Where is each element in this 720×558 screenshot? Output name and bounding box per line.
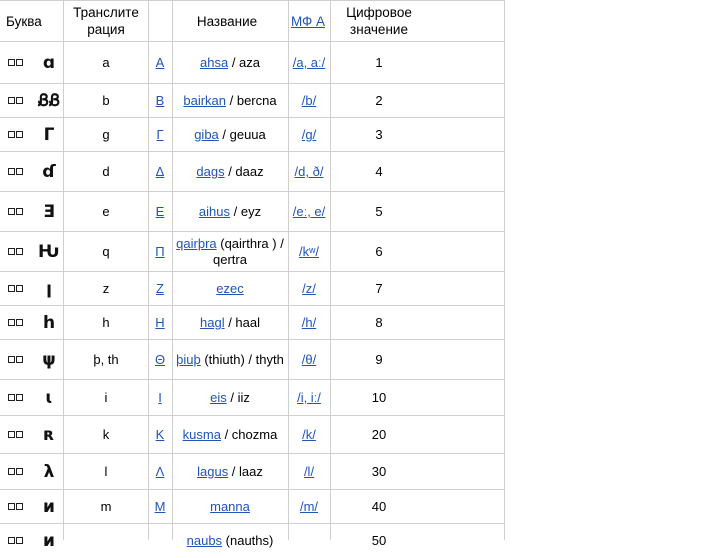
missing-glyph-icon <box>8 248 23 255</box>
numeric-value-cell: 10 <box>371 390 387 405</box>
ipa-link[interactable]: /h/ <box>301 315 317 330</box>
grid-line <box>0 305 505 306</box>
letter-name-variant: / laaz <box>228 464 263 479</box>
gothic-letter-glyph: Г <box>43 125 55 145</box>
grid-line <box>0 0 505 1</box>
grid-line <box>0 339 505 340</box>
letter-name-link[interactable]: þiuþ <box>176 352 201 367</box>
numeric-value-cell: 5 <box>375 204 383 219</box>
ipa-link[interactable]: /m/ <box>299 499 319 514</box>
transliteration-cell <box>64 524 148 558</box>
letter-name-link[interactable]: qairþra <box>176 236 217 251</box>
grid-line <box>0 41 505 42</box>
missing-glyph-icon <box>8 59 23 66</box>
letter-name-link[interactable]: bairkan <box>183 93 227 108</box>
numeric-value-cell: 1 <box>375 55 383 70</box>
letter-name-cell <box>174 118 286 152</box>
ipa-link[interactable]: /g/ <box>301 127 317 142</box>
numeric-value-cell: 6 <box>375 244 383 259</box>
latin-equivalent-link[interactable]: Δ <box>155 164 165 179</box>
grid-line <box>288 0 289 540</box>
grid-line <box>0 151 505 152</box>
transliteration-cell: i <box>104 390 108 405</box>
letter-name-link[interactable]: aihus <box>198 204 230 219</box>
transliteration-cell: a <box>102 55 110 70</box>
ipa-link[interactable] <box>289 524 329 558</box>
numeric-value-cell: 3 <box>375 127 383 142</box>
letter-name-link[interactable]: kusma <box>182 427 221 442</box>
missing-glyph-icon <box>8 285 23 292</box>
numeric-value-cell: 9 <box>375 352 383 367</box>
letter-name-variant: (thiuth) / thyth <box>200 352 284 367</box>
transliteration-cell: k <box>102 427 110 442</box>
letter-name-cell <box>174 232 286 272</box>
ipa-link[interactable]: /i, iː/ <box>297 390 321 405</box>
gothic-letter-glyph: ʀ <box>43 425 55 445</box>
missing-glyph-icon <box>8 394 23 401</box>
ipa-link[interactable]: /b/ <box>301 93 317 108</box>
letter-name-variant: (nauths) <box>222 533 274 548</box>
latin-equivalent-link[interactable]: M <box>154 499 166 514</box>
gothic-letter-glyph: ɗ <box>42 162 56 182</box>
latin-equivalent-link[interactable]: B <box>155 93 165 108</box>
grid-line <box>0 489 505 490</box>
letter-name-cell <box>174 152 286 192</box>
latin-equivalent-link[interactable]: Г <box>156 127 164 142</box>
grid-line <box>0 415 505 416</box>
grid-line <box>0 453 505 454</box>
transliteration-cell: d <box>102 164 110 179</box>
grid-line <box>0 191 505 192</box>
gothic-letter-glyph: ψ <box>42 350 56 370</box>
missing-glyph-icon <box>8 131 23 138</box>
letter-name-variant: / haal <box>224 315 260 330</box>
gothic-letter-glyph: h <box>42 313 56 333</box>
gothic-letter-glyph: ᴎ <box>43 531 55 551</box>
missing-glyph-icon <box>8 468 23 475</box>
transliteration-cell: q <box>102 244 110 259</box>
latin-equivalent-link[interactable]: Π <box>155 244 165 259</box>
transliteration-cell: z <box>102 281 110 296</box>
ipa-link[interactable]: /θ/ <box>301 352 317 367</box>
letter-name-cell <box>174 490 286 524</box>
latin-equivalent-link[interactable]: A <box>155 55 165 70</box>
letter-name-link[interactable]: lagus <box>197 464 229 479</box>
letter-name-link[interactable]: dags <box>196 164 225 179</box>
ipa-link[interactable]: /a, aː/ <box>292 55 326 70</box>
gothic-letter-glyph: ɩ <box>45 388 53 408</box>
latin-equivalent-link[interactable]: K <box>155 427 165 442</box>
transliteration-cell: e <box>102 204 110 219</box>
missing-glyph-icon <box>8 356 23 363</box>
transliteration-cell: þ, th <box>93 352 119 367</box>
transliteration-cell: b <box>102 93 110 108</box>
ipa-link[interactable]: /z/ <box>302 281 316 296</box>
gothic-letter-glyph: ᴎ <box>43 497 55 517</box>
latin-equivalent-link[interactable]: H <box>155 315 165 330</box>
gothic-letter-glyph: ɑ <box>42 53 56 73</box>
letter-name-link[interactable]: eis <box>210 390 227 405</box>
grid-line <box>0 117 505 118</box>
letter-name-variant: / daaz <box>224 164 264 179</box>
grid-line <box>0 523 505 524</box>
latin-equivalent-link[interactable]: I <box>158 390 162 405</box>
grid-line <box>0 83 505 84</box>
grid-line <box>148 0 149 540</box>
latin-equivalent-link[interactable]: E <box>155 204 165 219</box>
letter-name-variant: / geuua <box>218 127 266 142</box>
letter-name-cell <box>174 340 286 380</box>
letter-name-cell <box>174 416 286 454</box>
transliteration-cell: m <box>100 499 112 514</box>
missing-glyph-icon <box>8 431 23 438</box>
missing-glyph-icon <box>8 97 23 104</box>
letter-name-cell <box>174 84 286 118</box>
letter-name-variant: / chozma <box>220 427 278 442</box>
header-letter: Буква <box>6 13 42 29</box>
letter-name-cell <box>174 42 286 84</box>
missing-glyph-icon <box>8 537 23 544</box>
gothic-letter-glyph: ᏰᏰ <box>37 91 61 111</box>
letter-name-link[interactable]: ezec <box>216 281 244 296</box>
numeric-value-cell: 2 <box>375 93 383 108</box>
grid-line <box>504 0 505 540</box>
numeric-value-cell: 40 <box>371 499 387 514</box>
letter-name-variant: (qairthra ) / qertra <box>213 236 284 267</box>
missing-glyph-icon <box>8 503 23 510</box>
gothic-letter-glyph: ⴺ <box>43 202 55 222</box>
ipa-link[interactable]: /d, ð/ <box>294 164 324 179</box>
letter-name-cell <box>174 306 286 340</box>
numeric-value-cell: 30 <box>371 464 387 479</box>
ipa-link[interactable]: /eː, e/ <box>292 204 326 219</box>
missing-glyph-icon <box>8 319 23 326</box>
header-numeric-value: Цифровое значение <box>346 5 412 37</box>
header-name: Название <box>196 13 258 29</box>
header-ipa-link[interactable]: МФ А <box>290 13 326 29</box>
letter-name-link[interactable]: giba <box>194 127 219 142</box>
numeric-value-cell: 7 <box>375 281 383 296</box>
grid-line <box>172 0 173 540</box>
numeric-value-cell: 20 <box>371 427 387 442</box>
ipa-link[interactable]: /k/ <box>302 427 316 442</box>
numeric-value-cell: 4 <box>375 164 383 179</box>
letter-name-variant: / eyz <box>230 204 262 219</box>
letter-name-link[interactable]: naubs <box>186 533 223 548</box>
grid-line <box>0 231 505 232</box>
letter-name-cell <box>174 524 286 558</box>
latin-equivalent-link[interactable]: Θ <box>154 352 166 367</box>
letter-name-variant: / iiz <box>226 390 250 405</box>
numeric-value-cell: 8 <box>375 315 383 330</box>
letter-name-cell <box>174 272 286 306</box>
letter-name-link[interactable]: manna <box>210 499 250 514</box>
transliteration-cell: g <box>102 127 110 142</box>
grid-line <box>63 0 64 540</box>
gothic-letter-glyph: ꞁ <box>46 279 52 299</box>
grid-line <box>0 379 505 380</box>
missing-glyph-icon <box>8 208 23 215</box>
transliteration-cell: h <box>102 315 110 330</box>
letter-name-variant: / bercna <box>226 93 277 108</box>
latin-equivalent-link[interactable]: Λ <box>155 464 165 479</box>
transliteration-cell: l <box>104 464 108 479</box>
gothic-letter-glyph: Ƕ <box>38 242 60 262</box>
letter-name-link[interactable]: ahsa <box>200 55 229 70</box>
letter-name-cell <box>174 454 286 490</box>
letter-name-cell <box>174 192 286 232</box>
ipa-link[interactable]: /l/ <box>303 464 315 479</box>
header-transliteration: Транслите рация <box>73 5 139 37</box>
latin-equivalent-link[interactable]: Z <box>156 281 164 296</box>
numeric-value-cell: 50 <box>371 533 387 548</box>
grid-line <box>330 0 331 540</box>
letter-name-link[interactable]: hagl <box>200 315 225 330</box>
letter-name-cell <box>174 380 286 416</box>
grid-line <box>0 271 505 272</box>
letter-name-variant: / aza <box>228 55 260 70</box>
ipa-link[interactable]: /kʷ/ <box>299 244 319 259</box>
latin-equivalent-link[interactable] <box>148 524 172 558</box>
gothic-letter-glyph: λ <box>43 462 55 482</box>
missing-glyph-icon <box>8 168 23 175</box>
